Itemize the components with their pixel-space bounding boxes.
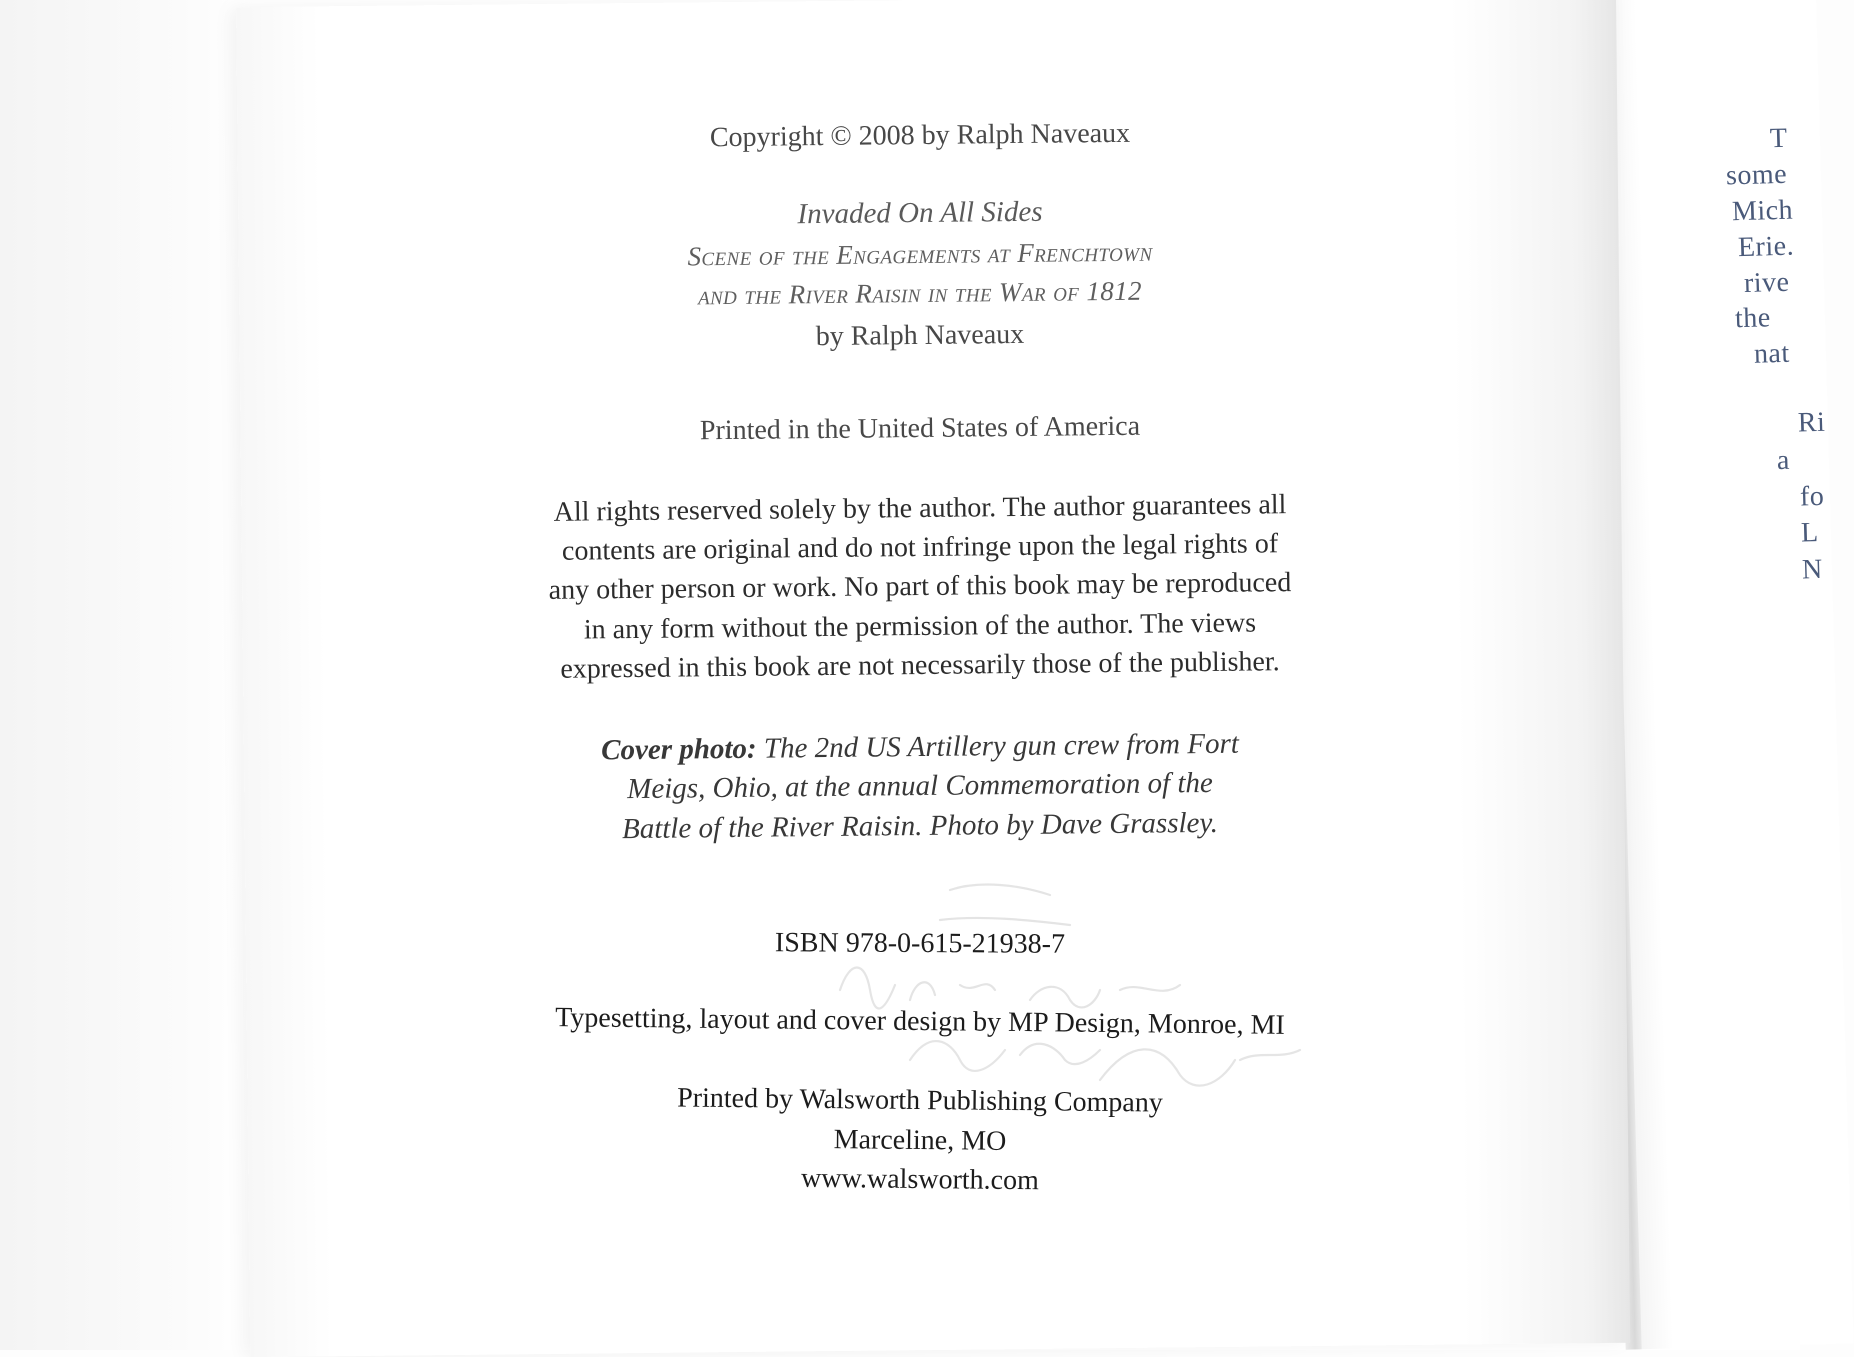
right-page-fragment: nat [1753,337,1791,370]
right-page-fragment: Erie. [1737,230,1795,264]
rights-line: any other person or work. No part of this book may be reproduced [548,567,1292,606]
cover-photo-text: The 2nd US Artillery gun crew from Fort [763,727,1240,765]
rights-line: in any form without the permission of the author. The views [583,607,1257,646]
right-page-fragment: T [1769,122,1788,155]
byline: by Ralph Naveaux [815,318,1025,353]
printer-name: Printed by Walsworth Publishing Company [677,1082,1163,1119]
right-page-fragment: rive [1743,266,1790,299]
rights-line: contents are original and do not infringe upon the legal rights of [561,528,1279,567]
printer-city: Marceline, MO [833,1124,1007,1157]
isbn: ISBN 978-0-615-21938-7 [774,927,1066,960]
right-page-fragment: L [1800,516,1819,549]
right-page-fragment: Ri [1797,406,1826,439]
right-page-fragment: a [1776,444,1791,477]
cover-photo-credit-line2: Meigs, Ohio, at the annual Commemoration of the [627,766,1213,806]
book-subtitle-line2: and the River Raisin in the War of 1812 [697,275,1143,311]
rights-line: All rights reserved solely by the author. The author guarantees all [553,489,1287,528]
right-page-fragment: some [1725,158,1788,192]
typesetting-credit: Typesetting, layout and cover design by MP Design, Monroe, MI [555,1002,1285,1041]
printer-url: www.walsworth.com [800,1162,1039,1197]
copyright-notice: Copyright © 2008 by Ralph Naveaux [709,117,1131,154]
book-title: Invaded On All Sides [797,195,1043,231]
cover-photo-credit-line3: Battle of the River Raisin. Photo by Dave Grassley. [621,806,1219,846]
right-page-fragment: Mich [1731,194,1794,228]
rights-line: expressed in this book are not necessarily those of the publisher. [560,646,1280,685]
cover-photo-label: Cover photo: [600,732,757,767]
right-page-fragment: fo [1799,480,1825,513]
printed-in: Printed in the United States of America [699,410,1141,447]
right-page-fragment: N [1801,553,1824,586]
right-page-fragment: the [1734,302,1772,335]
book-subtitle-line1: Scene of the Engagements at Frenchtown [687,236,1153,272]
